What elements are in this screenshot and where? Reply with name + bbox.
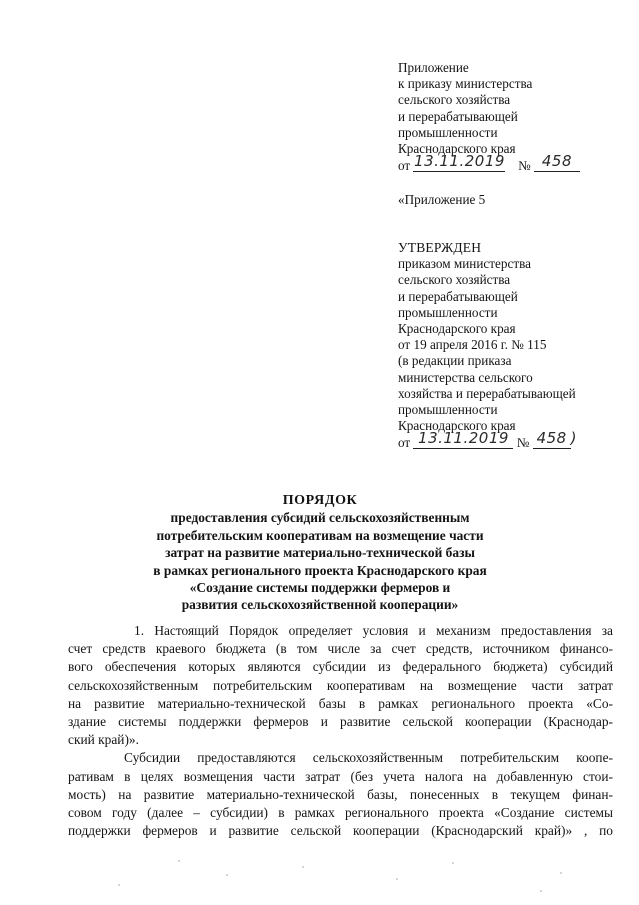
- approved-date-field: [413, 429, 513, 449]
- paragraph2-line: совом году (далее – субсидии) в рамках регионального проекта «Создание системы: [68, 804, 613, 820]
- annex-date-field: [413, 152, 505, 172]
- annex-number-prefix: №: [518, 158, 531, 174]
- approved-line: сельского хозяйства: [398, 272, 511, 288]
- paragraph1-line: счет средств краевого бюджета (в том числе за счет средств, источником финансо-: [68, 641, 613, 657]
- annex-line: к приказу министерства: [398, 76, 533, 92]
- scan-speck: [452, 862, 454, 864]
- annex-header: [398, 60, 580, 173]
- title-line: развития сельскохозяйственной кооперации»: [181, 597, 459, 613]
- scan-speck: [118, 884, 120, 886]
- approved-closing-paren: ): [570, 429, 578, 448]
- annex-number-handwritten: 458: [541, 152, 573, 171]
- annex-date-prefix: от: [398, 158, 411, 174]
- approved-date-line: [398, 429, 578, 451]
- approved-line: министерства сельского: [398, 369, 533, 385]
- title-main: ПОРЯДОК: [282, 493, 358, 508]
- annex-date-line: [398, 152, 580, 174]
- approved-number-field: [533, 429, 571, 449]
- approved-line: Краснодарского края: [398, 418, 516, 434]
- paragraph1-line: вого обеспечения которых являются субсидии из федерального бюджета) субсидий: [68, 659, 613, 675]
- approved-line: и перерабатывающей: [398, 288, 518, 304]
- title-line: в рамках регионального проекта Краснодарского края: [153, 562, 487, 578]
- paragraph1-line: 1. Настоящий Порядок определяет условия и механизм предоставления за: [134, 623, 613, 638]
- approved-line: (в редакции приказа: [398, 353, 512, 369]
- scan-speck: [560, 872, 562, 874]
- approved-line: хозяйства и перерабатывающей: [398, 385, 576, 401]
- approved-number-prefix: №: [516, 435, 530, 451]
- annex-date-handwritten: 13.11.2019: [414, 152, 505, 171]
- annex5-label: «Приложение 5: [398, 192, 486, 207]
- approved-number-handwritten: 458: [536, 429, 567, 448]
- title-line: затрат на развитие материально-технической базы: [165, 545, 475, 561]
- paragraph1-line: здание системы поддержки фермеров и развитие сельской кооперации (Краснодар-: [68, 713, 613, 729]
- scan-speck: [540, 890, 542, 892]
- approved-title: УТВЕРЖДЕН: [398, 240, 482, 255]
- annex-line: Приложение: [398, 60, 469, 75]
- approved-date-prefix: от: [398, 435, 411, 451]
- scan-speck: [302, 866, 304, 868]
- annex-line: и перерабатывающей: [398, 108, 518, 124]
- approved-date-handwritten: 13.11.2019: [418, 429, 509, 448]
- approved-line: промышленности: [398, 304, 498, 320]
- paragraph1-line: сельскохозяйственным потребительским кооперативам на возмещение части затрат: [68, 677, 613, 693]
- paragraph1-line: ский край)».: [68, 732, 139, 748]
- annex-line: сельского хозяйства: [398, 92, 511, 108]
- scan-speck: [178, 860, 180, 862]
- annex-line: Краснодарского края: [398, 140, 516, 156]
- annex-number-field: [534, 152, 580, 172]
- document-title: [80, 492, 560, 614]
- approved-line: промышленности: [398, 401, 498, 417]
- document-body: [68, 622, 613, 840]
- annex-line: промышленности: [398, 124, 498, 140]
- approved-block: [398, 240, 577, 450]
- title-line: предоставления субсидий сельскохозяйственным: [170, 510, 470, 526]
- approved-line: приказом министерства: [398, 256, 531, 272]
- paragraph2-line: мость) на развитие материально-технической базы, понесенных в текущем финан-: [68, 786, 613, 802]
- title-line: потребительским кооперативам на возмещение части: [156, 527, 484, 543]
- paragraph2-line: ративам в целях возмещения части затрат (без учета налога на добавленную стои-: [68, 768, 613, 784]
- paragraph2-line: поддержки фермеров и развитие сельской кооперации (Краснодарский край)» , по: [68, 823, 613, 839]
- scan-speck: [396, 878, 398, 880]
- paragraph1-line: на развитие материально-технической базы в рамках регионального проекта «Со-: [68, 695, 613, 711]
- approved-line: Краснодарского края: [398, 320, 516, 336]
- paragraph2-line: Субсидии предоставляются сельскохозяйственным потребительским коопе-: [124, 750, 613, 766]
- approved-line: от 19 апреля 2016 г. № 115: [398, 337, 547, 353]
- scan-speck: [226, 874, 228, 876]
- title-line: «Создание системы поддержки фермеров и: [189, 580, 451, 596]
- annex5-heading: [398, 192, 485, 208]
